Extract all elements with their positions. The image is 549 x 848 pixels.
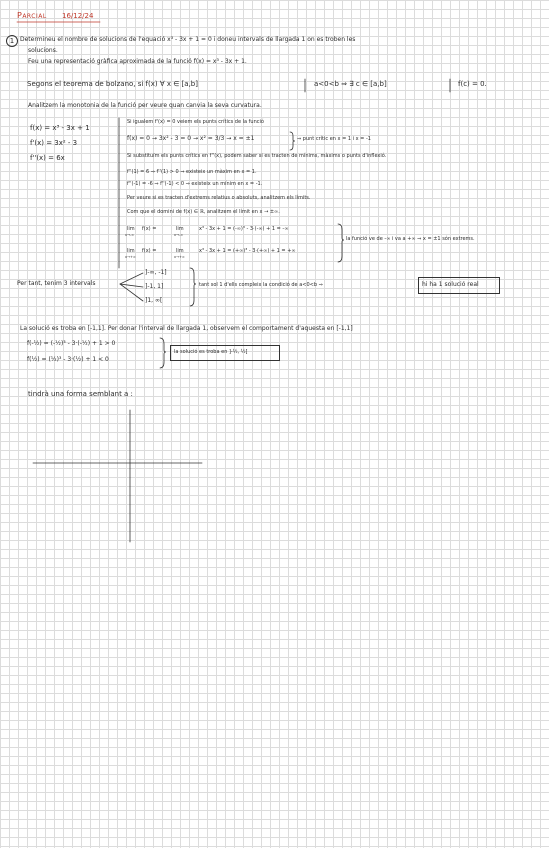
analysis-line7: Com que el domini de f(x) ∈ ℝ, analitzem el límit en x → ±∞. — [127, 209, 280, 215]
bolzano-right: f(c) = 0. — [458, 80, 487, 88]
monotonia-line: Analitzem la monotonia de la funció per veure quan canvia la seva curvatura. — [28, 102, 262, 109]
interval-item-1: ]-∞, -1] — [145, 269, 167, 276]
analysis-line1: Si igualem f'(x) = 0 veiem els punts crítics de la funció — [127, 119, 264, 125]
intervals-lead: Per tant, tenim 3 intervals — [17, 280, 96, 287]
limits-note: la funció ve de -∞ i va a +∞ ⇒ x = ±1 són extrems. — [346, 236, 475, 242]
solution-box — [170, 345, 280, 361]
conclusion-text: hi ha 1 solució real — [422, 281, 479, 288]
analysis-line6: Per veure si es tracten d'extrems relatius o absoluts, analitzem els límits. — [127, 195, 311, 201]
exercise-statement-line1: Determineu el nombre de solucions de l'equació x³ - 3x + 1 = 0 i doneu intervals de llargada 1 on es troben les — [20, 36, 356, 43]
page-title: Parcial — [17, 11, 47, 20]
exercise-statement-line2: solucions. — [28, 47, 58, 54]
limit1-sub2: x→-∞ — [174, 233, 184, 237]
arrow-interval-1 — [120, 273, 143, 284]
conclusion-box — [418, 277, 500, 294]
solution-line: La solució es troba en [-1,1]. Per donar l'interval de llargada 1, observem el comportament d'aquesta en [-1,1] — [20, 325, 353, 332]
limit1-lim2: lim — [176, 226, 184, 232]
interval-item-3: ]1, ∞[ — [145, 297, 163, 304]
limit2-lim2: lim — [176, 248, 184, 254]
arrow-interval-3 — [120, 284, 143, 301]
interval-item-2: ]-1, 1] — [145, 283, 164, 290]
analysis-line3: Si substituïm els punts crítics en f''(x), podem saber si es tracten de mínims, màxims o punts d'inflexió. — [127, 153, 387, 159]
limit2-fx: f(x) = — [142, 248, 157, 254]
analysis-line5: f''(-1) = -6 ⇒ f''(-1) < 0 ⇒ existeix un mínim en x = -1. — [127, 181, 263, 187]
arrow-interval-2 — [120, 284, 143, 287]
intervals-note: tant sol 1 d'ells compleix la condició de a<0<b ⇒ — [199, 282, 323, 288]
limit1-fx: f(x) = — [142, 226, 157, 232]
limit2-sub: x→+∞ — [125, 255, 136, 259]
solution-brace — [160, 338, 166, 368]
page-date: 16/12/24 — [62, 12, 94, 20]
limit2-lim: lim — [127, 248, 135, 254]
solution-eval1: f(-½) = (-½)³ - 3·(-½) + 1 > 0 — [27, 340, 116, 347]
derivative-f: f(x) = x³ - 3x + 1 — [30, 124, 90, 132]
limit1-rest: x³ - 3x + 1 = (-∞)³ - 3·(-∞) + 1 = -∞ — [199, 226, 289, 232]
limits-brace — [338, 224, 344, 262]
solution-eval2: f(½) = (½)³ - 3·(½) + 1 < 0 — [27, 356, 109, 363]
limit2-rest: x³ - 3x + 1 = (+∞)³ - 3·(+∞) + 1 = +∞ — [199, 248, 296, 254]
critical-points-brace — [290, 132, 295, 150]
bolzano-middle: a<0<b ⇒ ∃ c ∈ [a,b] — [314, 80, 387, 88]
analysis-line2-note: ⇒ punt crític en x = 1 i x = -1 — [297, 136, 371, 142]
intervals-brace — [190, 268, 196, 306]
bolzano-left: Segons el teorema de bolzano, si f(x) ∀ x ∈ [a,b] — [27, 80, 198, 88]
analysis-line4: f''(1) = 6 ⇒ f''(1) > 0 ⇒ existeix un màxim en x = 1. — [127, 169, 257, 175]
derivative-f-prime: f'(x) = 3x² - 3 — [30, 139, 78, 147]
analysis-line2: f(x) = 0 → 3x² - 3 = 0 → x² = 3/3 → x = ±1 — [127, 135, 255, 142]
limit2-sub2: x→+∞ — [174, 255, 185, 259]
exercise-number-badge: 1 — [6, 35, 18, 47]
derivative-f-second: f''(x) = 6x — [30, 154, 65, 162]
limit1-sub: x→-∞ — [125, 233, 135, 237]
solution-boxed-text: la solució es troba en ]-½, ½[ — [174, 349, 248, 355]
limit1-lim: lim — [127, 226, 135, 232]
graph-caption: tindrà una forma semblant a : — [28, 390, 133, 398]
exercise-statement-line3: Feu una representació gràfica aproximada de la funció f(x) = x³ - 3x + 1. — [28, 58, 247, 65]
